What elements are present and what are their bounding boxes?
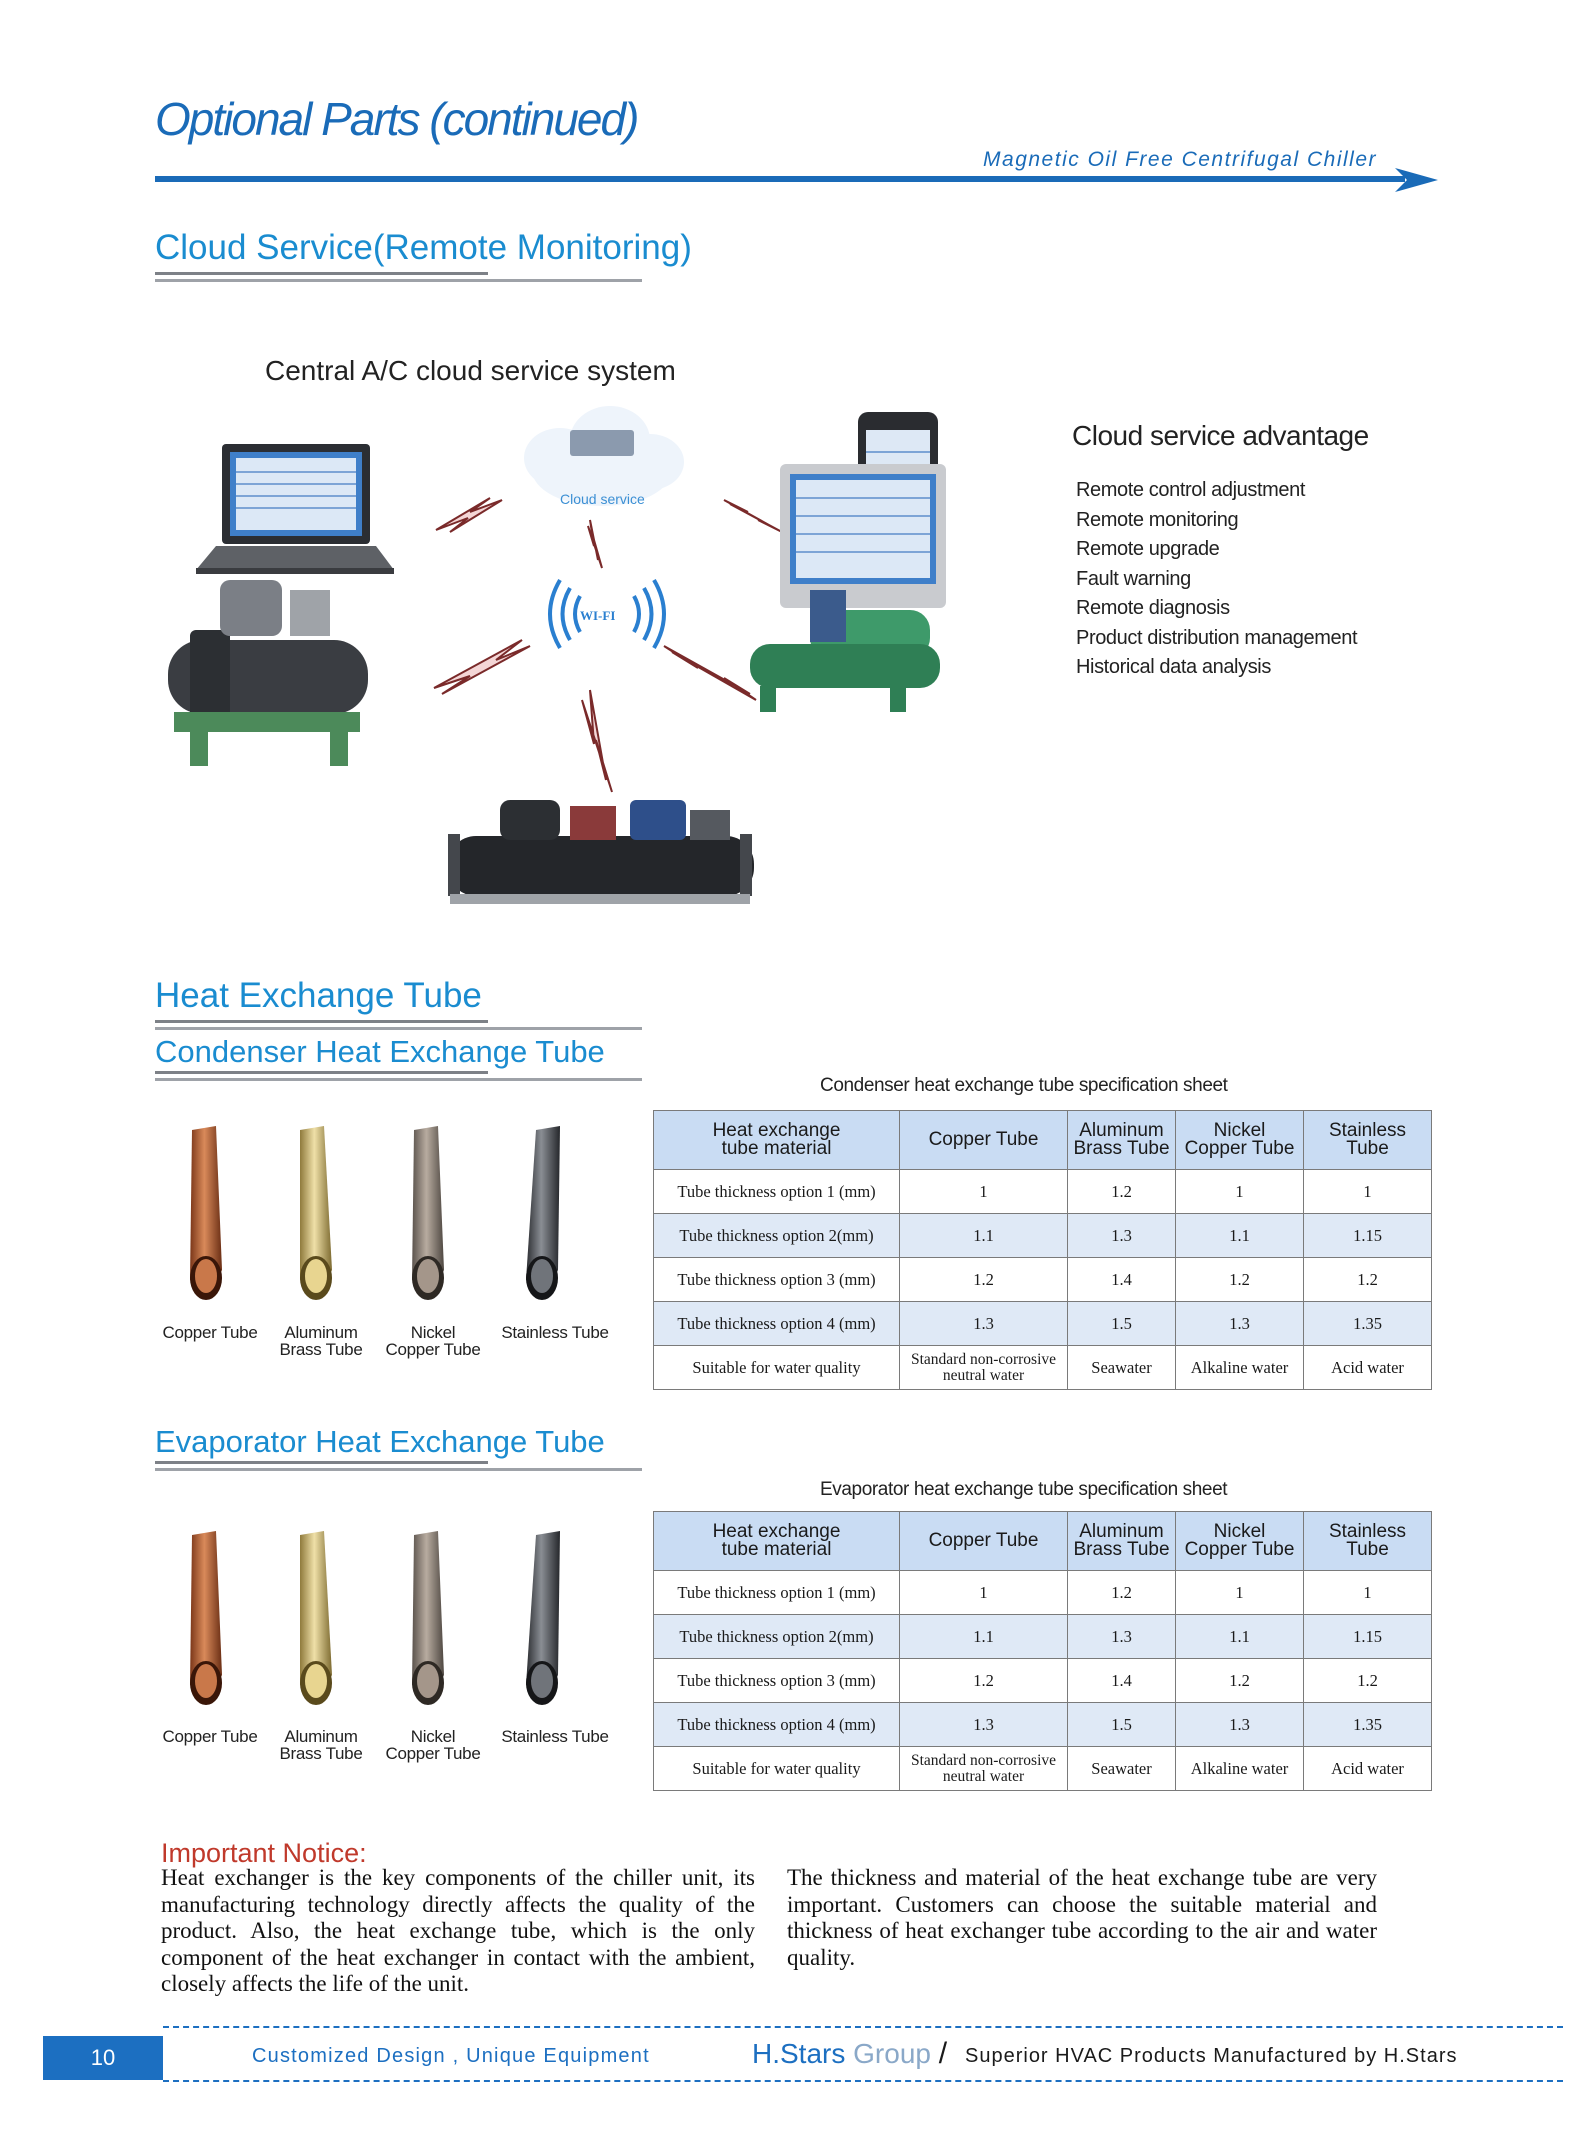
table-row bbox=[654, 1571, 1432, 1615]
table-cell: 1.2 bbox=[1176, 1659, 1304, 1703]
advantage-item: Remote diagnosis bbox=[1076, 597, 1230, 619]
footer-dash-bottom bbox=[163, 2080, 1563, 2082]
table-cell: 1.1 bbox=[900, 1615, 1068, 1659]
chiller-unit-left-icon bbox=[168, 580, 368, 766]
footer-brand bbox=[752, 2037, 947, 2071]
condenser-heading-underline bbox=[155, 1078, 642, 1081]
advantage-list bbox=[1076, 476, 1357, 683]
table-cell: 1.1 bbox=[1176, 1214, 1304, 1258]
table-cell: 1 bbox=[1304, 1571, 1432, 1615]
brand-slash: / bbox=[938, 2037, 948, 2070]
heat-exchange-underline-accent bbox=[155, 1020, 488, 1023]
advantage-item: Remote control adjustment bbox=[1076, 479, 1306, 501]
table-cell: Alkaline water bbox=[1176, 1346, 1304, 1390]
cloud-service-diagram bbox=[150, 400, 1050, 940]
evaporator-heading-underline-accent bbox=[155, 1461, 488, 1464]
table-header-cell: Stainless Tube bbox=[1304, 1111, 1432, 1170]
tube-label-stainless: Stainless Tube bbox=[501, 1727, 609, 1746]
heat-exchange-heading: Heat Exchange Tube bbox=[155, 976, 482, 1015]
notice-paragraph-right: The thickness and material of the heat exchange tube are very important. Customers can choose the suitable material and thickness of heat exchanger tube according to the air and water quality. bbox=[787, 1865, 1377, 1970]
condenser-tube-images bbox=[160, 1120, 630, 1320]
table-cell: Standard non-corrosive neutral water bbox=[900, 1346, 1068, 1390]
tube-label-brass: Aluminum Brass Tube bbox=[279, 1727, 363, 1763]
advantage-item: Product distribution management bbox=[1076, 626, 1358, 649]
table-cell: 1.2 bbox=[900, 1659, 1068, 1703]
table-cell: 1.5 bbox=[1068, 1302, 1176, 1346]
table-header-cell: Stainless Tube bbox=[1304, 1512, 1432, 1571]
table-header-row bbox=[654, 1512, 1432, 1571]
table-row bbox=[654, 1258, 1432, 1302]
evaporator-heading: Evaporator Heat Exchange Tube bbox=[155, 1424, 605, 1459]
cloud-heading-underline-accent bbox=[155, 272, 488, 275]
footer-tagline: Customized Design , Unique Equipment bbox=[252, 2045, 650, 2067]
copper-tube-icon bbox=[190, 1126, 222, 1300]
condenser-heading: Condenser Heat Exchange Tube bbox=[155, 1034, 605, 1069]
table-cell: Tube thickness option 4 (mm) bbox=[654, 1703, 900, 1747]
table-cell: 1.2 bbox=[1176, 1258, 1304, 1302]
evaporator-heading-underline bbox=[155, 1468, 642, 1471]
table-cell: Alkaline water bbox=[1176, 1747, 1304, 1791]
table-cell: Acid water bbox=[1304, 1346, 1432, 1390]
table-header-cell: Nickel Copper Tube bbox=[1176, 1111, 1304, 1170]
brass-tube-icon bbox=[300, 1126, 332, 1300]
table-cell: Seawater bbox=[1068, 1346, 1176, 1390]
product-subtitle: Magnetic Oil Free Centrifugal Chiller bbox=[983, 148, 1377, 171]
signal-bolt-icons bbox=[434, 498, 782, 792]
table-cell: Suitable for water quality bbox=[654, 1346, 900, 1390]
table-row bbox=[654, 1747, 1432, 1791]
table-cell: 1.5 bbox=[1068, 1703, 1176, 1747]
table-cell: 1.3 bbox=[1068, 1214, 1176, 1258]
table-row bbox=[654, 1703, 1432, 1747]
table-row bbox=[654, 1170, 1432, 1214]
table-cell: 1 bbox=[1304, 1170, 1432, 1214]
condenser-sheet-title: Condenser heat exchange tube specification sheet bbox=[820, 1075, 1228, 1096]
table-cell: 1.4 bbox=[1068, 1659, 1176, 1703]
notice-heading: Important Notice: bbox=[161, 1838, 367, 1868]
table-cell: 1.2 bbox=[1304, 1258, 1432, 1302]
wifi-label: WI-FI bbox=[580, 608, 616, 623]
cloud-label: Cloud service bbox=[560, 491, 645, 507]
table-cell: 1.3 bbox=[900, 1703, 1068, 1747]
table-header-cell: Heat exchange tube material bbox=[654, 1111, 900, 1170]
table-cell: Tube thickness option 1 (mm) bbox=[654, 1170, 900, 1214]
table-header-row bbox=[654, 1111, 1432, 1170]
table-cell: 1.2 bbox=[1304, 1659, 1432, 1703]
heat-exchange-underline bbox=[155, 1027, 642, 1030]
table-cell: 1 bbox=[1176, 1571, 1304, 1615]
table-cell: Tube thickness option 4 (mm) bbox=[654, 1302, 900, 1346]
condenser-spec-table bbox=[653, 1110, 1432, 1390]
advantage-title: Cloud service advantage bbox=[1072, 420, 1369, 451]
tube-label-copper: Copper Tube bbox=[162, 1727, 258, 1746]
table-cell: Acid water bbox=[1304, 1747, 1432, 1791]
laptop-icon bbox=[196, 444, 394, 574]
table-cell: Tube thickness option 1 (mm) bbox=[654, 1571, 900, 1615]
table-cell: 1.3 bbox=[1176, 1302, 1304, 1346]
chiller-unit-bottom-icon bbox=[448, 800, 754, 904]
table-row bbox=[654, 1346, 1432, 1390]
table-row bbox=[654, 1214, 1432, 1258]
diagram-title: Central A/C cloud service system bbox=[265, 355, 676, 386]
table-row bbox=[654, 1615, 1432, 1659]
table-cell: 1.2 bbox=[900, 1258, 1068, 1302]
tube-label-nickel: Nickel Copper Tube bbox=[385, 1727, 481, 1763]
table-header-cell: Copper Tube bbox=[900, 1512, 1068, 1571]
table-cell: Suitable for water quality bbox=[654, 1747, 900, 1791]
footer-dash-top bbox=[163, 2026, 1563, 2028]
table-cell: 1.2 bbox=[1068, 1170, 1176, 1214]
table-cell: 1.15 bbox=[1304, 1615, 1432, 1659]
table-header-cell: Nickel Copper Tube bbox=[1176, 1512, 1304, 1571]
table-cell: Standard non-corrosive neutral water bbox=[900, 1747, 1068, 1791]
table-row bbox=[654, 1302, 1432, 1346]
table-cell: 1.3 bbox=[1068, 1615, 1176, 1659]
nickel-tube-icon bbox=[412, 1531, 444, 1705]
table-cell: 1.4 bbox=[1068, 1258, 1176, 1302]
table-cell: Tube thickness option 2(mm) bbox=[654, 1615, 900, 1659]
tube-label-nickel: Nickel Copper Tube bbox=[385, 1323, 481, 1359]
advantage-item: Remote monitoring bbox=[1076, 508, 1239, 531]
advantage-item: Historical data analysis bbox=[1076, 656, 1271, 678]
cloud-service-heading: Cloud Service(Remote Monitoring) bbox=[155, 228, 692, 267]
table-row bbox=[654, 1659, 1432, 1703]
tube-label-copper: Copper Tube bbox=[162, 1323, 258, 1342]
table-header-cell: Aluminum Brass Tube bbox=[1068, 1111, 1176, 1170]
advantage-item: Fault warning bbox=[1076, 567, 1191, 590]
table-header-cell: Heat exchange tube material bbox=[654, 1512, 900, 1571]
stainless-tube-icon bbox=[526, 1126, 560, 1300]
table-cell: 1 bbox=[900, 1571, 1068, 1615]
page-title: Optional Parts (continued) bbox=[155, 93, 638, 145]
tube-label-brass: Aluminum Brass Tube bbox=[279, 1323, 363, 1359]
table-cell: Tube thickness option 2(mm) bbox=[654, 1214, 900, 1258]
cloud-heading-underline bbox=[155, 279, 642, 282]
footer-slogan: Superior HVAC Products Manufactured by H.Stars bbox=[965, 2045, 1458, 2067]
stainless-tube-icon bbox=[526, 1531, 560, 1705]
header-arrow-line bbox=[155, 168, 1438, 194]
table-header-cell: Copper Tube bbox=[900, 1111, 1068, 1170]
notice-paragraph-left: Heat exchanger is the key components of the chiller unit, its manufacturing technology directly affects the quality of the product. Also, the heat exchange tube, which is the only component of the heat exchanger in contact with the ambient, closely affects the life of the unit. bbox=[161, 1865, 755, 1996]
tube-label-stainless: Stainless Tube bbox=[501, 1323, 609, 1342]
brand-group: Group bbox=[853, 2038, 931, 2069]
brand-name: H.Stars bbox=[752, 2038, 846, 2069]
table-cell: 1.3 bbox=[1176, 1703, 1304, 1747]
evaporator-tube-images bbox=[160, 1525, 630, 1725]
table-cell: Tube thickness option 3 (mm) bbox=[654, 1258, 900, 1302]
table-header-cell: Aluminum Brass Tube bbox=[1068, 1512, 1176, 1571]
table-cell: 1.2 bbox=[1068, 1571, 1176, 1615]
table-cell: 1.35 bbox=[1304, 1302, 1432, 1346]
table-cell: 1.3 bbox=[900, 1302, 1068, 1346]
chiller-unit-right-icon bbox=[750, 464, 946, 712]
table-cell: 1 bbox=[1176, 1170, 1304, 1214]
table-cell: 1.15 bbox=[1304, 1214, 1432, 1258]
nickel-tube-icon bbox=[412, 1126, 444, 1300]
condenser-heading-underline-accent bbox=[155, 1071, 488, 1074]
table-cell: 1.1 bbox=[900, 1214, 1068, 1258]
page-number: 10 bbox=[43, 2036, 163, 2080]
table-cell: Tube thickness option 3 (mm) bbox=[654, 1659, 900, 1703]
evaporator-sheet-title: Evaporator heat exchange tube specification sheet bbox=[820, 1479, 1228, 1500]
table-cell: Seawater bbox=[1068, 1747, 1176, 1791]
copper-tube-icon bbox=[190, 1531, 222, 1705]
table-cell: 1.1 bbox=[1176, 1615, 1304, 1659]
brass-tube-icon bbox=[300, 1531, 332, 1705]
evaporator-spec-table bbox=[653, 1511, 1432, 1791]
advantage-item: Remote upgrade bbox=[1076, 538, 1220, 560]
table-cell: 1 bbox=[900, 1170, 1068, 1214]
table-cell: 1.35 bbox=[1304, 1703, 1432, 1747]
